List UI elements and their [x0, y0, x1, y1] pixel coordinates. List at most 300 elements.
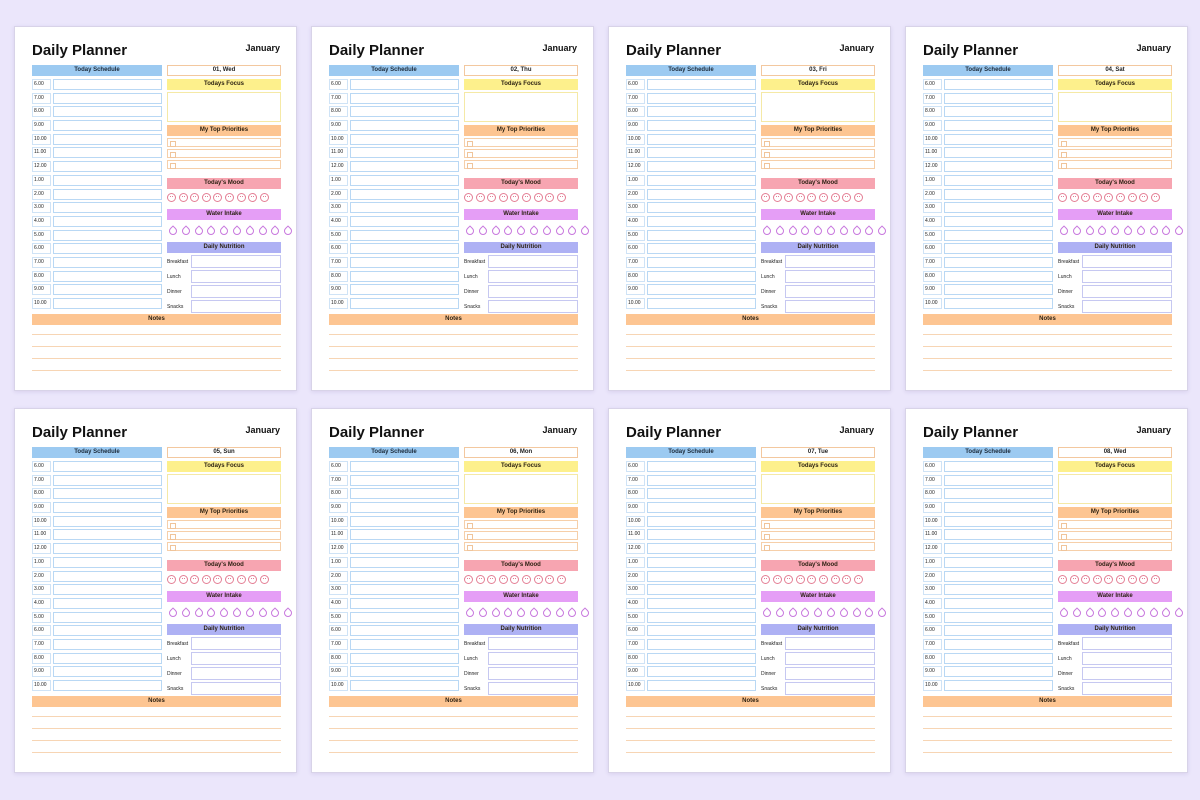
nutrition-row	[464, 637, 578, 650]
checkbox-icon	[170, 534, 176, 540]
slot-box	[647, 666, 756, 677]
meal-box	[785, 300, 875, 313]
checkbox-icon	[170, 141, 176, 147]
slot-box	[53, 93, 162, 104]
slot-time: 3.00	[923, 202, 942, 213]
love-face-icon	[1151, 193, 1160, 202]
nutrition-row	[464, 667, 578, 680]
schedule-slots	[32, 79, 162, 312]
slot-box	[944, 612, 1053, 623]
slot-time: 7.00	[923, 257, 942, 268]
wink-face-icon	[784, 575, 793, 584]
schedule-slot	[923, 612, 1053, 623]
schedule-slot	[626, 475, 756, 486]
schedule-slot	[923, 120, 1053, 131]
planner-title: Daily Planner	[329, 42, 425, 59]
slot-time: 6.00	[329, 79, 348, 90]
angry-face-icon	[1104, 575, 1113, 584]
slot-box	[53, 653, 162, 664]
slot-time: 7.00	[329, 475, 348, 486]
slot-box	[944, 461, 1053, 472]
angry-face-icon	[807, 575, 816, 584]
focus-header: Todays Focus	[1058, 79, 1172, 90]
slot-box	[350, 461, 459, 472]
schedule-slot	[923, 625, 1053, 636]
neutral-face-icon	[179, 575, 188, 584]
nutrition-header: Daily Nutrition	[464, 624, 578, 635]
schedule-slot	[32, 120, 162, 131]
schedule-slot	[329, 488, 459, 499]
meal-label: Snacks	[464, 303, 481, 310]
slot-time: 4.00	[626, 216, 645, 227]
schedule-slot	[626, 571, 756, 582]
schedule-slot	[329, 461, 459, 472]
focus-header: Todays Focus	[1058, 461, 1172, 472]
schedule-slot	[329, 680, 459, 691]
excited-face-icon	[819, 193, 828, 202]
water-drop-icon	[877, 607, 888, 618]
slot-box	[53, 175, 162, 186]
schedule-slot	[32, 475, 162, 486]
slot-time: 8.00	[923, 106, 942, 117]
slot-box	[53, 147, 162, 158]
schedule-slot	[626, 161, 756, 172]
slot-time: 9.00	[329, 120, 348, 131]
sad-face-icon	[202, 193, 211, 202]
meal-label: Dinner	[1058, 670, 1073, 677]
slot-box	[350, 271, 459, 282]
slot-box	[647, 502, 756, 513]
smile-face-icon	[167, 575, 176, 584]
slot-time: 3.00	[329, 584, 348, 595]
water-drop-icon	[1084, 225, 1095, 236]
meal-box	[785, 682, 875, 695]
focus-box	[167, 474, 281, 504]
mood-header: Today's Mood	[1058, 178, 1172, 189]
slot-time: 7.00	[329, 639, 348, 650]
water-drop-icon	[813, 607, 824, 618]
checkbox-icon	[170, 163, 176, 169]
slot-box	[944, 134, 1053, 145]
water-row	[167, 604, 281, 621]
schedule-slot	[32, 488, 162, 499]
schedule-slot	[626, 216, 756, 227]
focus-header: Todays Focus	[464, 79, 578, 90]
meal-box	[1082, 682, 1172, 695]
schedule-slot	[626, 257, 756, 268]
notes-line	[923, 740, 1172, 741]
nutrition-row	[761, 652, 875, 665]
schedule-slot	[32, 202, 162, 213]
slot-box	[350, 216, 459, 227]
focus-header: Todays Focus	[464, 461, 578, 472]
slot-box	[350, 529, 459, 540]
slot-time: 7.00	[626, 93, 645, 104]
meal-label: Breakfast	[167, 640, 189, 647]
planner-title: Daily Planner	[626, 42, 722, 59]
notes-line	[626, 358, 875, 359]
slot-time: 1.00	[329, 175, 348, 186]
water-drop-icon	[1135, 225, 1146, 236]
water-drop-icon	[283, 607, 294, 618]
slot-time: 4.00	[32, 598, 51, 609]
love-face-icon	[1151, 575, 1160, 584]
slot-box	[53, 529, 162, 540]
water-drop-icon	[167, 607, 178, 618]
notes-line	[329, 740, 578, 741]
slot-time: 11.00	[923, 147, 942, 158]
meal-box	[785, 285, 875, 298]
cry-face-icon	[237, 575, 246, 584]
water-drop-icon	[1071, 225, 1082, 236]
notes-line	[626, 740, 875, 741]
schedule-slot	[329, 639, 459, 650]
checkbox-icon	[170, 545, 176, 551]
water-drop-icon	[231, 225, 242, 236]
checkbox-icon	[1061, 163, 1067, 169]
slot-box	[350, 475, 459, 486]
schedule-header: Today Schedule	[32, 65, 162, 76]
water-row	[761, 222, 875, 239]
schedule-slot	[32, 529, 162, 540]
right-column	[167, 447, 281, 695]
water-drop-icon	[813, 225, 824, 236]
schedule-slot	[32, 571, 162, 582]
priorities-header: My Top Priorities	[464, 507, 578, 518]
checkbox-icon	[467, 534, 473, 540]
slot-time: 9.00	[626, 120, 645, 131]
date-box: 06, Mon	[464, 447, 578, 458]
schedule-slot	[626, 120, 756, 131]
checkbox-icon	[764, 534, 770, 540]
schedule-slot	[923, 284, 1053, 295]
slot-box	[350, 612, 459, 623]
smile-face-icon	[464, 193, 473, 202]
slot-time: 2.00	[329, 189, 348, 200]
schedule-slot	[32, 639, 162, 650]
water-drop-icon	[787, 225, 798, 236]
sad-face-icon	[499, 575, 508, 584]
slot-box	[944, 502, 1053, 513]
notes-line	[329, 716, 578, 717]
slot-box	[944, 216, 1053, 227]
nutrition-row	[1058, 667, 1172, 680]
slot-time: 9.00	[329, 284, 348, 295]
water-drop-icon	[219, 607, 230, 618]
slot-time: 5.00	[923, 230, 942, 241]
water-drop-icon	[567, 225, 578, 236]
slot-time: 6.00	[32, 243, 51, 254]
slot-time: 2.00	[923, 571, 942, 582]
schedule-slot	[32, 625, 162, 636]
slot-box	[53, 243, 162, 254]
meal-label: Lunch	[761, 273, 775, 280]
slot-box	[944, 175, 1053, 186]
focus-box	[1058, 474, 1172, 504]
schedule-slot	[626, 461, 756, 472]
slot-time: 7.00	[626, 639, 645, 650]
meal-label: Lunch	[167, 655, 181, 662]
slot-time: 12.00	[626, 543, 645, 554]
water-row	[167, 222, 281, 239]
month-label: January	[542, 425, 577, 435]
slot-box	[944, 298, 1053, 309]
slot-box	[647, 120, 756, 131]
water-header: Water Intake	[464, 209, 578, 220]
schedule-slot	[32, 461, 162, 472]
schedule-slot	[32, 653, 162, 664]
slot-time: 5.00	[32, 230, 51, 241]
slot-box	[944, 680, 1053, 691]
slot-time: 7.00	[923, 475, 942, 486]
slot-time: 9.00	[626, 502, 645, 513]
slot-box	[350, 134, 459, 145]
water-drop-icon	[761, 225, 772, 236]
slot-time: 7.00	[329, 93, 348, 104]
cry-face-icon	[1128, 193, 1137, 202]
priority-item	[464, 149, 578, 158]
slot-time: 7.00	[626, 257, 645, 268]
slot-time: 6.00	[923, 625, 942, 636]
meal-box	[488, 652, 578, 665]
wink-face-icon	[190, 193, 199, 202]
love-face-icon	[854, 193, 863, 202]
water-drop-icon	[193, 607, 204, 618]
smile-face-icon	[761, 575, 770, 584]
wink-face-icon	[487, 575, 496, 584]
slot-box	[944, 584, 1053, 595]
checkbox-icon	[1061, 141, 1067, 147]
date-box: 08, Wed	[1058, 447, 1172, 458]
nutrition-rows	[761, 637, 875, 695]
cry-face-icon	[534, 193, 543, 202]
wink-face-icon	[1081, 193, 1090, 202]
meal-box	[191, 652, 281, 665]
slot-time: 8.00	[626, 488, 645, 499]
slot-box	[944, 93, 1053, 104]
water-drop-icon	[864, 225, 875, 236]
mood-header: Today's Mood	[167, 178, 281, 189]
sleepy-face-icon	[248, 193, 257, 202]
notes-line	[32, 716, 281, 717]
slot-box	[53, 639, 162, 650]
water-drop-icon	[580, 225, 591, 236]
slot-box	[53, 612, 162, 623]
focus-header: Todays Focus	[167, 461, 281, 472]
schedule-slot	[923, 488, 1053, 499]
slot-time: 5.00	[329, 230, 348, 241]
schedule-slot	[32, 271, 162, 282]
meal-box	[785, 667, 875, 680]
meal-box	[191, 285, 281, 298]
slot-box	[53, 680, 162, 691]
angry-face-icon	[510, 193, 519, 202]
right-column	[761, 447, 875, 695]
water-drop-icon	[825, 607, 836, 618]
smile-face-icon	[1058, 575, 1067, 584]
schedule-slot	[626, 680, 756, 691]
water-drop-icon	[787, 607, 798, 618]
priority-item	[761, 138, 875, 147]
slot-box	[350, 202, 459, 213]
slot-time: 5.00	[923, 612, 942, 623]
water-drop-icon	[1071, 607, 1082, 618]
schedule-slot	[329, 120, 459, 131]
notes-header: Notes	[626, 314, 875, 325]
meal-label: Dinner	[464, 670, 479, 677]
schedule-slot	[626, 488, 756, 499]
angry-face-icon	[213, 193, 222, 202]
slot-time: 10.00	[626, 516, 645, 527]
water-drop-icon	[257, 225, 268, 236]
smile-face-icon	[1058, 193, 1067, 202]
schedule-slot	[626, 147, 756, 158]
slot-box	[944, 161, 1053, 172]
slot-box	[350, 175, 459, 186]
slot-time: 8.00	[329, 271, 348, 282]
water-drop-icon	[219, 225, 230, 236]
schedule-slot	[626, 557, 756, 568]
slot-time: 10.00	[32, 134, 51, 145]
schedule-slot	[923, 516, 1053, 527]
slot-box	[350, 584, 459, 595]
water-drop-icon	[838, 607, 849, 618]
schedule-slot	[32, 680, 162, 691]
water-drop-icon	[838, 225, 849, 236]
meal-label: Lunch	[167, 273, 181, 280]
meal-box	[1082, 667, 1172, 680]
slot-box	[53, 202, 162, 213]
slot-box	[944, 639, 1053, 650]
water-drop-icon	[490, 607, 501, 618]
slot-time: 6.00	[329, 461, 348, 472]
water-drop-icon	[567, 607, 578, 618]
notes-line	[32, 728, 281, 729]
focus-header: Todays Focus	[761, 79, 875, 90]
schedule-slot	[626, 134, 756, 145]
checkbox-icon	[467, 545, 473, 551]
meal-label: Snacks	[167, 303, 184, 310]
meal-box	[191, 637, 281, 650]
slot-box	[350, 598, 459, 609]
priorities-header: My Top Priorities	[1058, 125, 1172, 136]
slot-time: 8.00	[329, 488, 348, 499]
schedule-slot	[32, 106, 162, 117]
nutrition-header: Daily Nutrition	[167, 624, 281, 635]
schedule-slot	[626, 612, 756, 623]
meal-label: Dinner	[167, 670, 182, 677]
schedule-slot	[32, 243, 162, 254]
neutral-face-icon	[476, 575, 485, 584]
schedule-slot	[329, 106, 459, 117]
slot-time: 1.00	[923, 557, 942, 568]
schedule-slot	[329, 189, 459, 200]
notes-line	[923, 346, 1172, 347]
nutrition-rows	[167, 637, 281, 695]
schedule-slot	[329, 612, 459, 623]
love-face-icon	[854, 575, 863, 584]
meal-label: Lunch	[1058, 655, 1072, 662]
slot-box	[647, 584, 756, 595]
slot-box	[350, 243, 459, 254]
meal-label: Lunch	[761, 655, 775, 662]
slot-box	[944, 257, 1053, 268]
water-row	[761, 604, 875, 621]
notes-header: Notes	[32, 314, 281, 325]
schedule-slot	[329, 598, 459, 609]
water-header: Water Intake	[167, 209, 281, 220]
slot-box	[647, 298, 756, 309]
notes-line	[329, 346, 578, 347]
water-drop-icon	[1148, 225, 1159, 236]
cry-face-icon	[1128, 575, 1137, 584]
schedule-slot	[626, 516, 756, 527]
slot-time: 7.00	[923, 639, 942, 650]
schedule-slot	[923, 106, 1053, 117]
meal-label: Lunch	[464, 273, 478, 280]
slot-box	[53, 298, 162, 309]
slot-box	[944, 120, 1053, 131]
schedule-slot	[923, 571, 1053, 582]
love-face-icon	[260, 575, 269, 584]
meal-label: Dinner	[761, 670, 776, 677]
slot-box	[350, 488, 459, 499]
slot-time: 10.00	[329, 680, 348, 691]
water-header: Water Intake	[1058, 591, 1172, 602]
notes-header: Notes	[32, 696, 281, 707]
slot-box	[944, 598, 1053, 609]
slot-time: 9.00	[329, 666, 348, 677]
meal-box	[785, 637, 875, 650]
slot-time: 8.00	[923, 488, 942, 499]
nutrition-row	[167, 285, 281, 298]
slot-time: 8.00	[329, 653, 348, 664]
water-drop-icon	[580, 607, 591, 618]
slot-box	[350, 189, 459, 200]
schedule-slot	[32, 584, 162, 595]
water-drop-icon	[244, 225, 255, 236]
water-header: Water Intake	[1058, 209, 1172, 220]
nutrition-rows	[167, 255, 281, 313]
nutrition-row	[167, 300, 281, 313]
meal-label: Lunch	[464, 655, 478, 662]
slot-time: 11.00	[329, 147, 348, 158]
schedule-slot	[923, 175, 1053, 186]
slot-time: 7.00	[626, 475, 645, 486]
water-drop-icon	[864, 607, 875, 618]
slot-time: 11.00	[329, 529, 348, 540]
slot-time: 9.00	[329, 502, 348, 513]
month-label: January	[245, 425, 280, 435]
excited-face-icon	[225, 193, 234, 202]
schedule-slot	[329, 161, 459, 172]
water-drop-icon	[851, 607, 862, 618]
slot-time: 1.00	[32, 175, 51, 186]
cry-face-icon	[534, 575, 543, 584]
notes-header: Notes	[329, 314, 578, 325]
neutral-face-icon	[773, 193, 782, 202]
schedule-slot	[923, 202, 1053, 213]
nutrition-row	[464, 255, 578, 268]
planner-page	[14, 26, 297, 391]
schedule-slot	[923, 598, 1053, 609]
water-drop-icon	[774, 225, 785, 236]
schedule-slot	[32, 93, 162, 104]
notes-line	[329, 370, 578, 371]
slot-box	[53, 257, 162, 268]
priorities-header: My Top Priorities	[1058, 507, 1172, 518]
meal-box	[785, 652, 875, 665]
